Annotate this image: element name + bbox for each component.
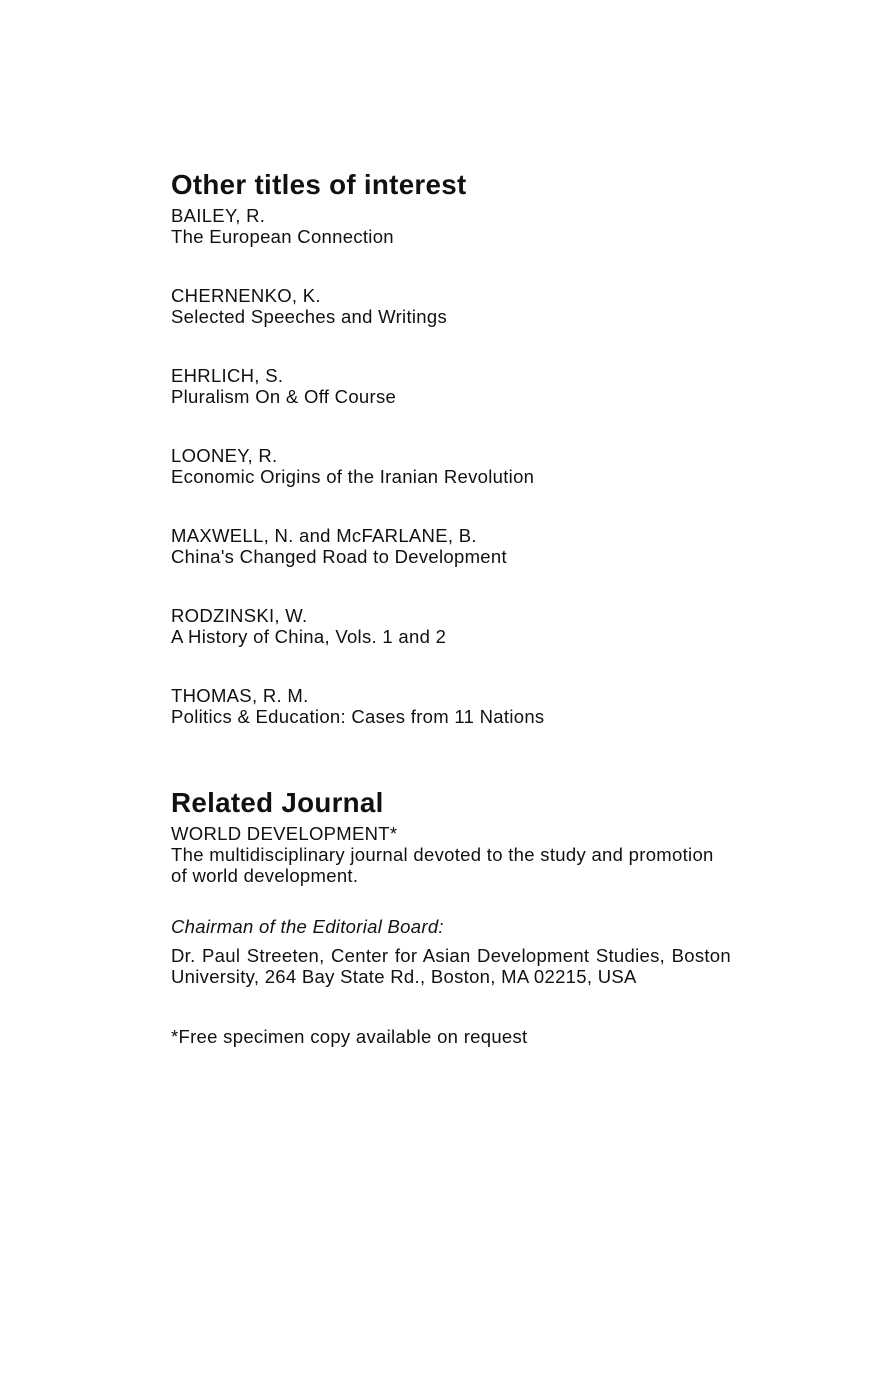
- other-titles-list: [171, 205, 731, 765]
- editor-info: Dr. Paul Streeten, Center for Asian Development Studies, Boston University, 264 Bay State Rd., Boston, MA 02215, USA: [171, 945, 731, 987]
- author-name: EHRLICH, S.: [171, 365, 284, 386]
- book-title: China's Changed Road to Development: [171, 546, 507, 567]
- list-item: [171, 605, 731, 685]
- page-content: [171, 169, 731, 1047]
- book-title: Selected Speeches and Writings: [171, 306, 448, 327]
- author-name: THOMAS, R. M.: [171, 685, 309, 706]
- list-item: [171, 525, 731, 605]
- list-item: [171, 365, 731, 445]
- author-name: MAXWELL, N. and McFARLANE, B.: [171, 525, 477, 546]
- book-title: Economic Origins of the Iranian Revolution: [171, 466, 535, 487]
- author-name: BAILEY, R.: [171, 205, 266, 226]
- other-titles-heading: Other titles of interest: [171, 169, 467, 200]
- journal-description: The multidisciplinary journal devoted to the study and promotion of world development.: [171, 844, 714, 886]
- author-name: LOONEY, R.: [171, 445, 278, 466]
- related-journal-heading: Related Journal: [171, 787, 384, 818]
- author-name: RODZINSKI, W.: [171, 605, 308, 626]
- book-title: The European Connection: [171, 226, 394, 247]
- book-title: Pluralism On & Off Course: [171, 386, 397, 407]
- author-name: CHERNENKO, K.: [171, 285, 321, 306]
- list-item: [171, 285, 731, 365]
- footnote: *Free specimen copy available on request: [171, 1026, 528, 1047]
- list-item: [171, 685, 731, 765]
- list-item: [171, 205, 731, 285]
- list-item: [171, 445, 731, 525]
- book-title: A History of China, Vols. 1 and 2: [171, 626, 447, 647]
- editor-label: Chairman of the Editorial Board:: [171, 916, 444, 937]
- related-journal-section: [171, 787, 731, 1047]
- journal-name: WORLD DEVELOPMENT*: [171, 823, 398, 844]
- book-title: Politics & Education: Cases from 11 Nations: [171, 706, 545, 727]
